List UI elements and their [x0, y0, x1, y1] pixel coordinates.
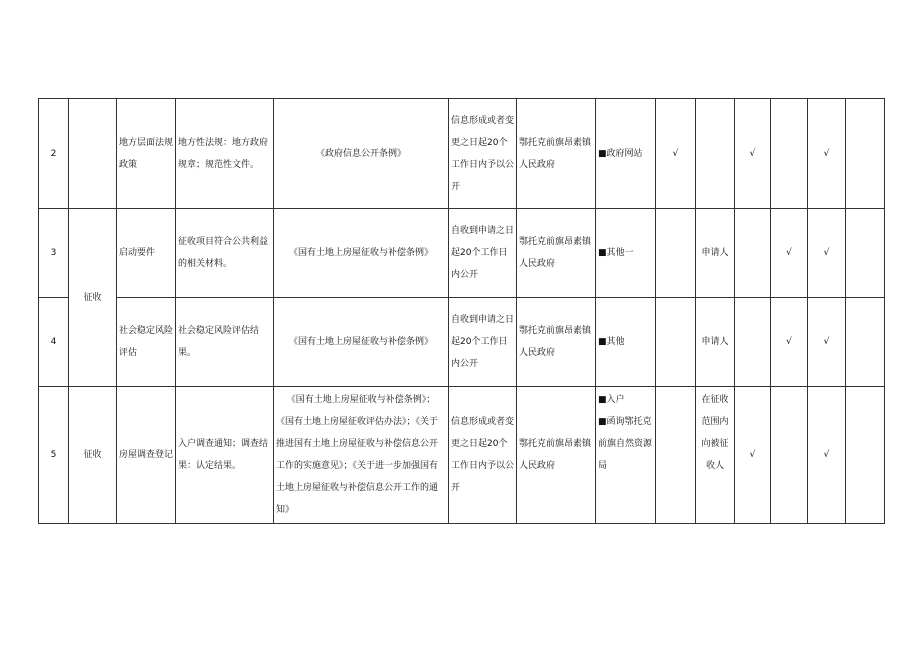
row-number: 2	[39, 99, 69, 209]
mark-cell: √	[808, 99, 846, 209]
empty-cell	[846, 209, 885, 298]
table-row	[39, 209, 885, 298]
empty-cell	[846, 298, 885, 387]
empty-cell	[846, 99, 885, 209]
basis-cell: 《国有土地上房屋征收与补偿条例》	[274, 298, 449, 387]
category-cell-merged: 征收	[69, 209, 117, 387]
time-limit-cell: 自收到申请之日起20个工作日内公开	[449, 209, 517, 298]
content-cell: 征收项目符合公共利益的相关材料。	[176, 209, 274, 298]
row-number: 4	[39, 298, 69, 387]
mark-cell: √	[735, 99, 771, 209]
mark-cell: √	[808, 298, 846, 387]
mark-cell: √	[771, 209, 808, 298]
subject-cell: 鄂托克前旗昂素镇人民政府	[517, 99, 596, 209]
mark-cell	[735, 298, 771, 387]
basis-cell	[274, 387, 449, 524]
table-row	[39, 298, 885, 387]
basis-cell: 《政府信息公开条例》	[274, 99, 449, 209]
item-cell: 地方层面法规政策	[117, 99, 176, 209]
mark-cell: 在征收范围内向被征收人	[696, 387, 735, 524]
mark-cell	[696, 99, 735, 209]
mark-cell: √	[771, 298, 808, 387]
category-cell: 征收	[69, 387, 117, 524]
table-row	[39, 387, 885, 524]
mark-cell: √	[735, 387, 771, 524]
basis-line: 《国有土地上房屋征收评估办法》；《关于推进国有土地上房屋征收与补偿信息公开工作的实施意见》；《关于进一步加强国有土地上房屋征收与补偿信息公开工作的通知》	[276, 417, 439, 515]
mark-cell	[656, 387, 696, 524]
mark-cell: √	[656, 99, 696, 209]
mark-cell: √	[808, 209, 846, 298]
subject-cell: 鄂托克前旗昂素镇人民政府	[517, 387, 596, 524]
mark-cell	[656, 209, 696, 298]
row-number: 3	[39, 209, 69, 298]
category-cell	[69, 99, 117, 209]
time-limit-cell: 信息形成或者变更之日起20个工作日内予以公开	[449, 99, 517, 209]
empty-cell	[846, 387, 885, 524]
mark-cell	[771, 99, 808, 209]
content-cell: 地方性法规：地方政府规章；规范性文件。	[176, 99, 274, 209]
mark-cell	[771, 387, 808, 524]
mark-cell: √	[808, 387, 846, 524]
subject-cell: 鄂托克前旗昂素镇人民政府	[517, 298, 596, 387]
channel-cell: ■其他	[596, 298, 656, 387]
mark-cell: 申请人	[696, 209, 735, 298]
time-limit-cell: 自收到申请之日起20个工作日内公开	[449, 298, 517, 387]
basis-line: 《国有土地上房屋征收与补偿条例》；	[286, 395, 436, 405]
item-cell: 社会稳定风险评估	[117, 298, 176, 387]
subject-cell: 鄂托克前旗昂素镇人民政府	[517, 209, 596, 298]
mark-cell	[735, 209, 771, 298]
item-cell: 启动要件	[117, 209, 176, 298]
channel-line: ■函询鄂托克前旗自然资源局	[598, 417, 653, 471]
mark-cell	[656, 298, 696, 387]
table-row	[39, 99, 885, 209]
content-cell: 入户调查通知；调查结果：认定结果。	[176, 387, 274, 524]
item-cell: 房屋调查登记	[117, 387, 176, 524]
basis-cell: 《国有土地上房屋征收与补偿条例》	[274, 209, 449, 298]
time-limit-cell: 信息形成或者变更之日起20个工作日内予以公开	[449, 387, 517, 524]
row-number: 5	[39, 387, 69, 524]
channel-cell: ■政府网站	[596, 99, 656, 209]
disclosure-table	[38, 98, 885, 524]
channel-cell	[596, 387, 656, 524]
channel-line: ■入户	[598, 395, 625, 405]
channel-cell: ■其他一	[596, 209, 656, 298]
content-cell: 社会稳定风险评估结果。	[176, 298, 274, 387]
mark-cell: 申请人	[696, 298, 735, 387]
